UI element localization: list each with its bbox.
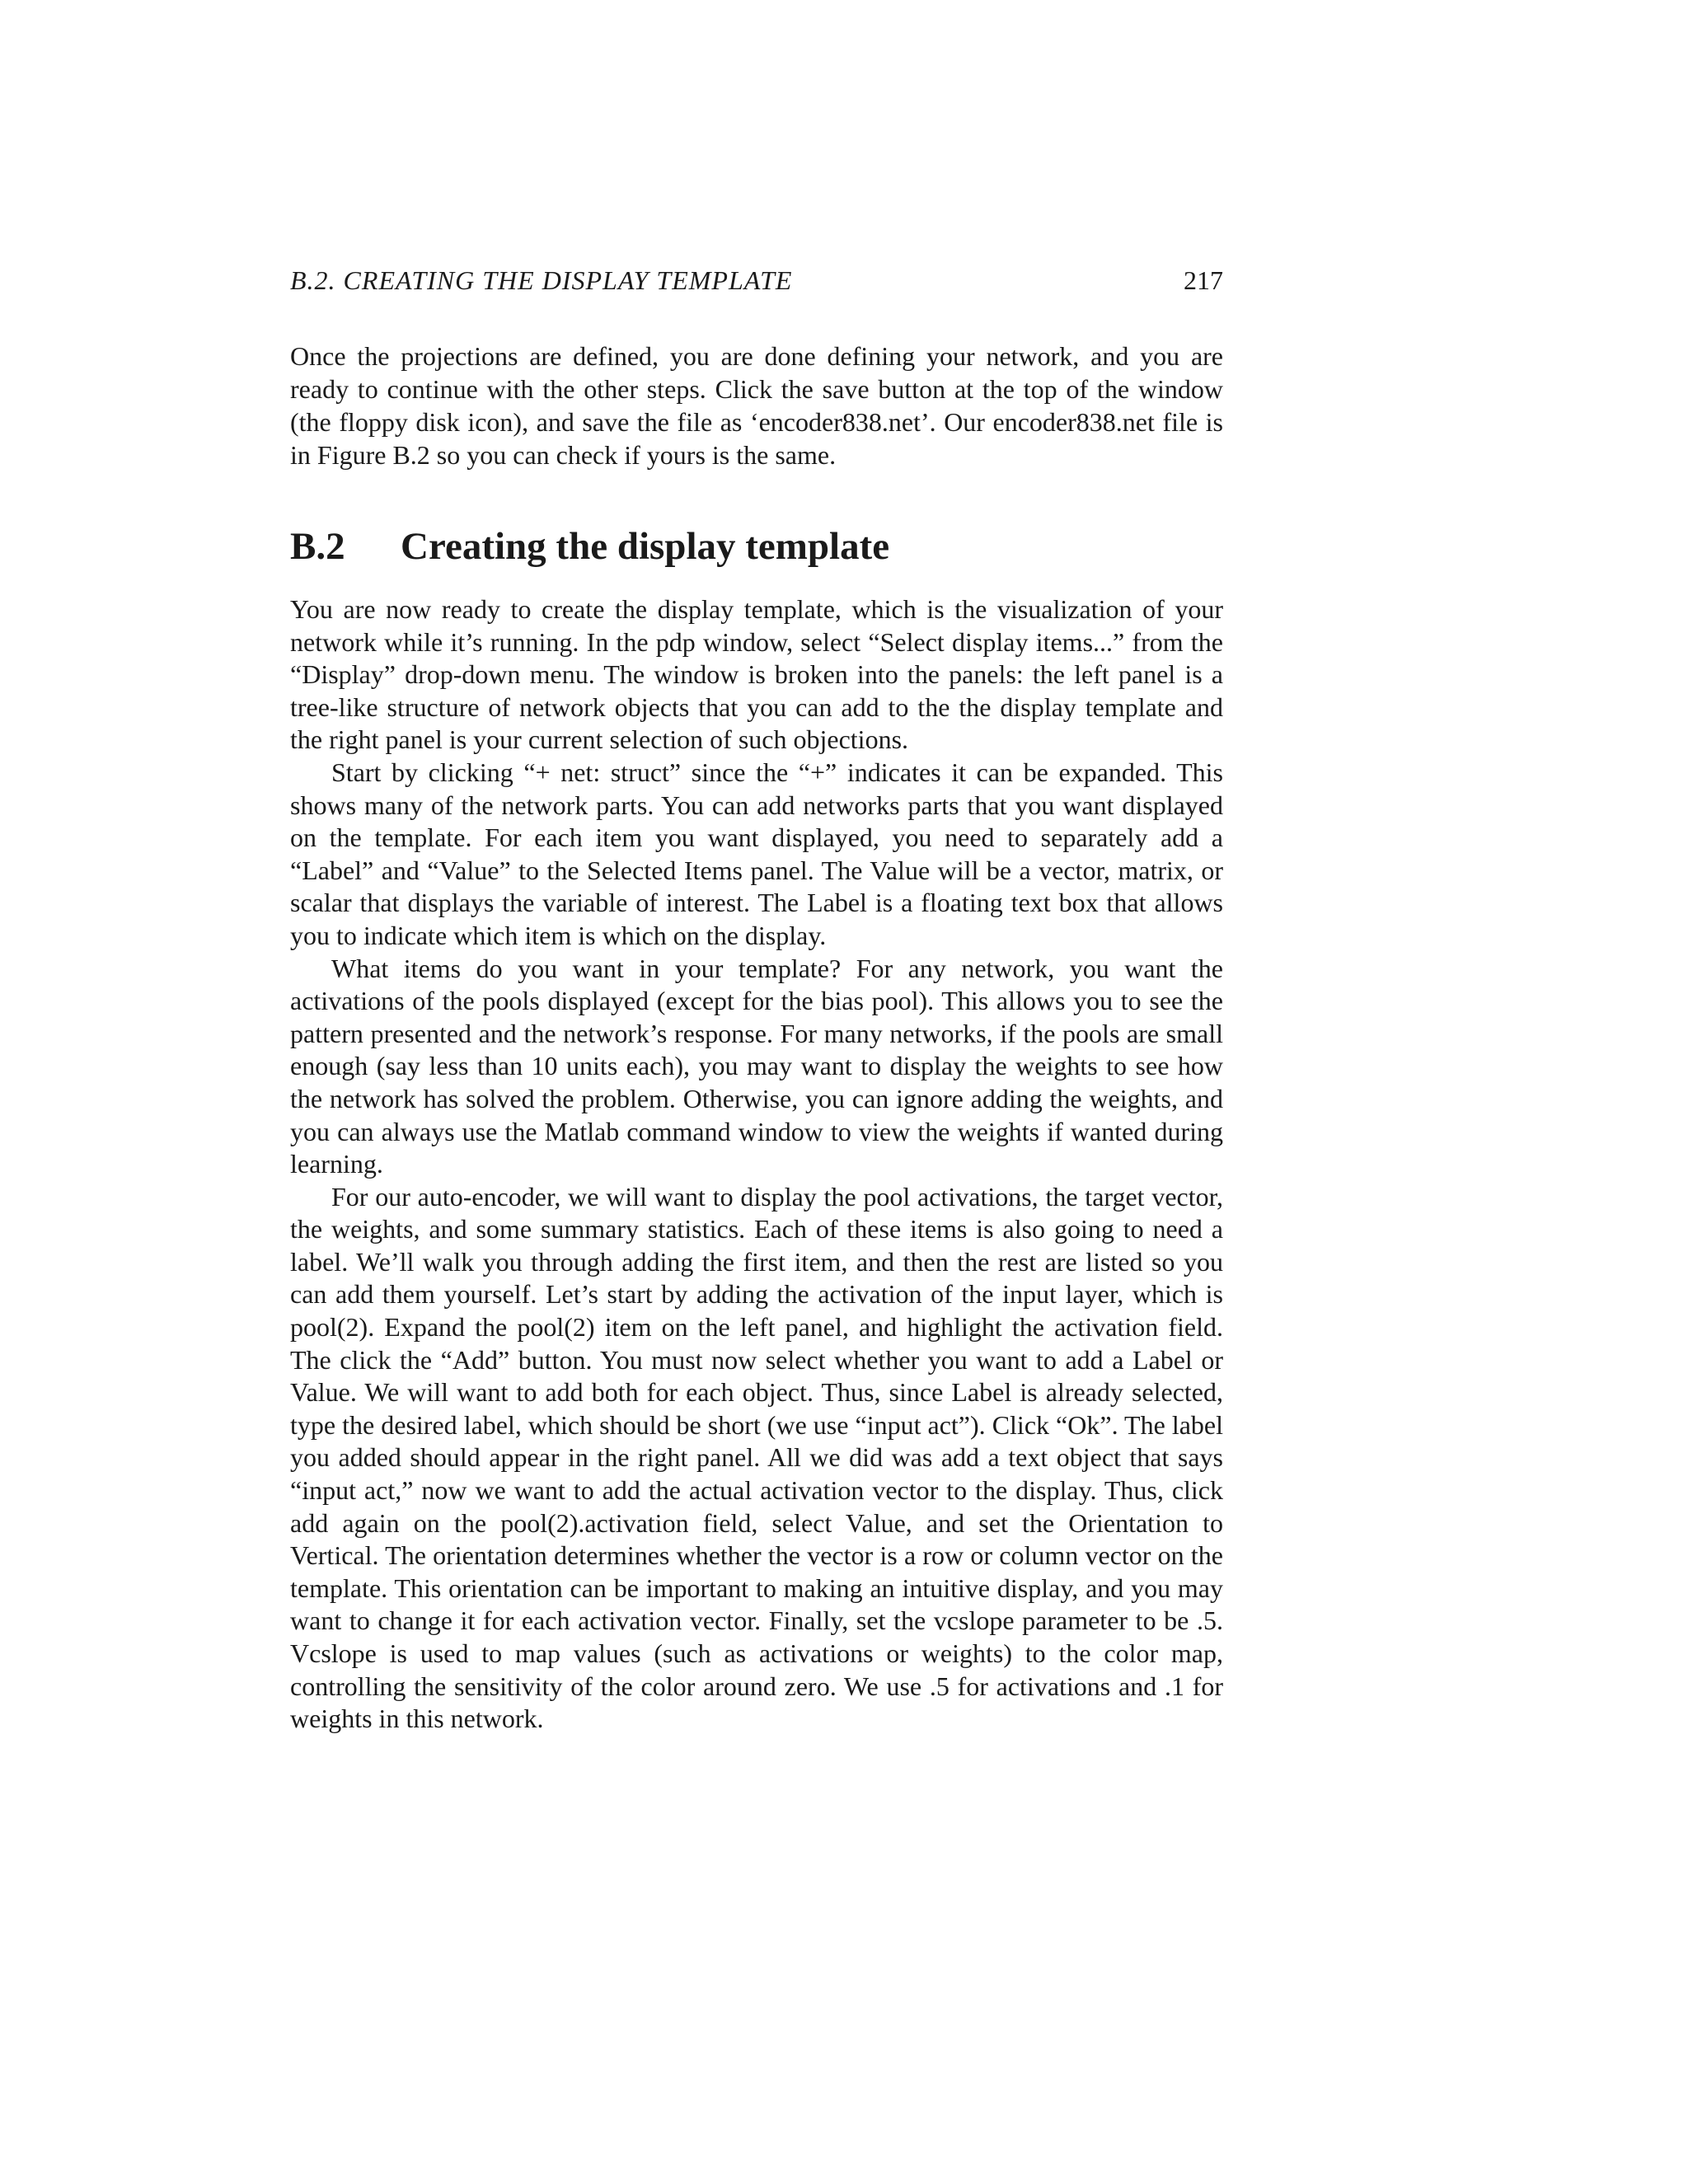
running-head-title: B.2. CREATING THE DISPLAY TEMPLATE [290,265,793,295]
body-paragraph-1: You are now ready to create the display template, which is the visualization of your network while it’s running. In the pdp window, select “Select display items...” from the “Display” drop-down menu. The window is broken into the panels: the left panel is a tree-like structure of network objects that you can add to the the display template and the right panel is your current selection of such objections. [290,594,1223,755]
section-heading [290,522,1223,571]
section-title: Creating the display template [401,525,890,568]
body-paragraph-2: Start by clicking “+ net: struct” since the “+” indicates it can be expanded. This shows many of the network parts. You can add networks parts that you want displayed on the template. For each item you want displayed, you need to separately add a “Label” and “Value” to the Selected Items panel. The Value will be a vector, matrix, or scalar that displays the variable of interest. The Label is a floating text box that allows you to indicate which item is which on the display. [290,757,1223,950]
running-head [290,262,1223,298]
intro-paragraph-block [290,340,1223,471]
body-paragraph-3: What items do you want in your template? For any network, you want the activations of the pools displayed (except for the bias pool). This allows you to see the pattern presented and the network’s response. For many networks, if the pools are small enough (say less than 10 units each), you may want to display the weights to see how the network has solved the problem. Otherwise, you can ignore adding the weights, and you can always use the Matlab command window to view the weights if wanted during learning. [290,953,1223,1179]
page-number: 217 [1184,265,1223,295]
body-paragraph-4: For our auto-encoder, we will want to display the pool activations, the target vector, the weights, and some summary statistics. Each of these items is also going to need a label. We’ll walk you through adding the first item, and then the rest are listed so you can add them yourself. Let’s start by adding the activation of the input layer, which is pool(2). Expand the pool(2) item on the left panel, and highlight the activation field. The click the “Add” button. You must now select whether you want to add a Label or Value. We will want to add both for each object. Thus, since Label is already selected, type the desired label, which should be short (we use “input act”). Click “Ok”. The label you added should appear in the right panel. All we did was add a text object that says “input act,” now we want to add the actual activation vector to the display. Thus, click add again on the pool(2).activation field, select Value, and set the Orientation to Vertical. The orientation determines whether the vector is a row or column vector on the template. This orientation can be important to making an intuitive display, and you may want to change it for each activation vector. Finally, set the vcslope parameter to be .5. Vcslope is used to map values (such as activations or weights) to the color map, controlling the sensitivity of the color around zero. We use .5 for activations and .1 for weights in this network. [290,1181,1223,1734]
intro-paragraph: Once the projections are defined, you are done defining your network, and you are ready to continue with the other steps. Click the save button at the top of the window (the floppy disk icon), and save the file as ‘encoder838.net’. Our encoder838.net file is in Figure B.2 so you can check if yours is the same. [290,341,1223,470]
section-body [290,593,1223,1736]
section-number: B.2 [290,525,345,568]
